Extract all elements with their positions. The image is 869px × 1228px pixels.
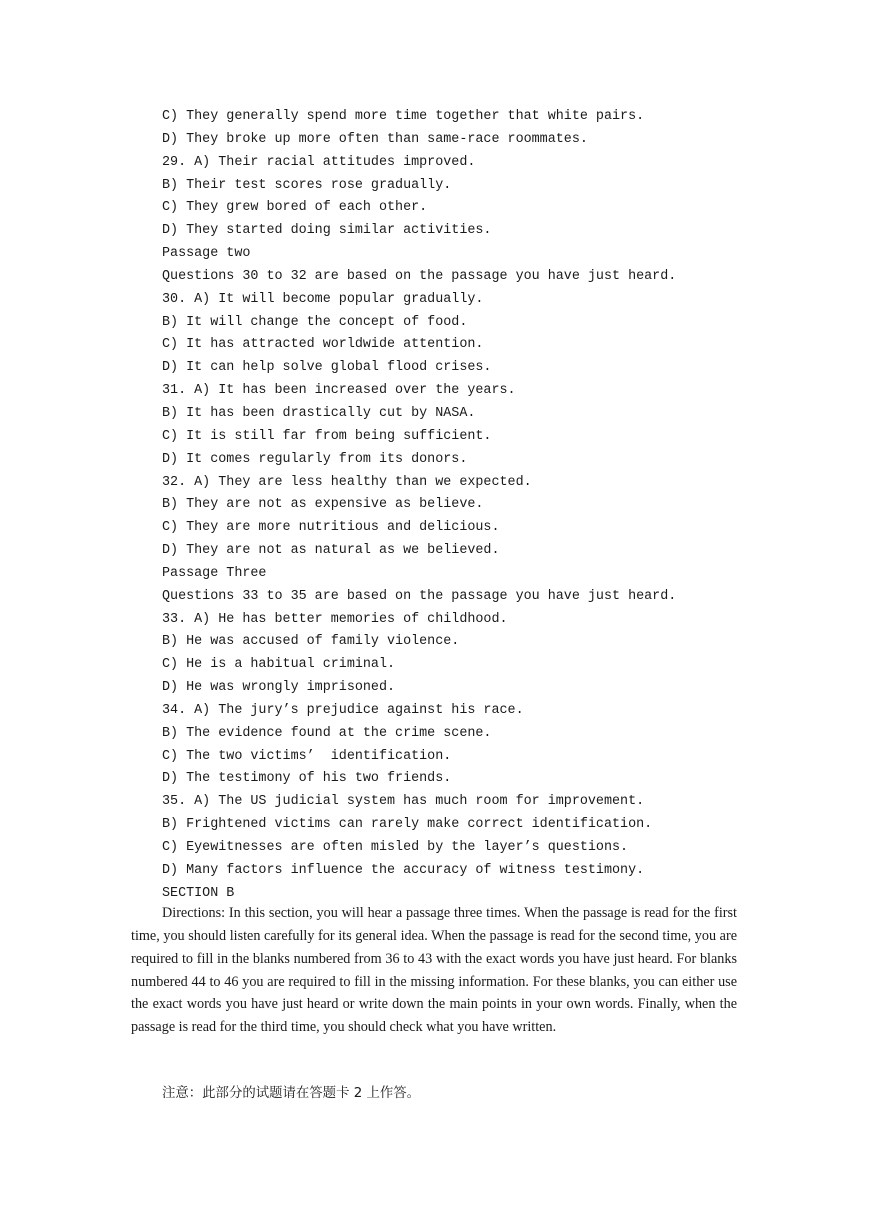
option-line: B) They are not as expensive as believe. <box>162 497 484 513</box>
passage-heading: Passage two <box>162 246 251 262</box>
answer-sheet-note: 注意：此部分的试题请在答题卡 2 上作答。 <box>162 1086 421 1101</box>
option-line: C) They generally spend more time together that white pairs. <box>162 109 645 124</box>
option-line: C) They are more nutritious and delicious. <box>162 520 500 536</box>
option-line: B) He was accused of family violence. <box>162 634 460 650</box>
option-line: D) He was wrongly imprisoned. <box>162 680 396 696</box>
option-line: C) The two victims’ identification. <box>162 748 452 764</box>
option-line: B) Their test scores rose gradually. <box>162 177 452 193</box>
option-line: D) It can help solve global flood crises. <box>162 360 492 376</box>
option-line: D) They broke up more often than same-race roommates. <box>162 131 588 147</box>
question-line: 34. A) The jury’s prejudice against his race. <box>162 702 524 718</box>
option-line: D) Many factors influence the accuracy of witness testimony. <box>162 862 645 878</box>
passage-heading: Passage Three <box>162 565 267 581</box>
option-line: C) It has attracted worldwide attention. <box>162 337 484 353</box>
question-line: 30. A) It will become popular gradually. <box>162 291 484 307</box>
option-line: D) They started doing similar activities. <box>162 223 492 239</box>
option-line: C) It is still far from being sufficient. <box>162 428 492 444</box>
option-line: D) They are not as natural as we believed. <box>162 543 500 559</box>
directions-paragraph: Directions: In this section, you will hear a passage three times. When the passage is read for the first time, you should listen carefully for its general idea. When the passage is read for the second time, you are required to fill in the blanks numbered from 36 to 43 with the exact words you have just heard. For blanks numbered 44 to 46 you are required to fill in the missing information. For these blanks, you can either use the exact words you have just heard or write down the main points in your own words. Finally, when the passage is read for the third time, you should check what you have written. <box>131 905 737 1036</box>
option-line: C) Eyewitnesses are often misled by the layer’s questions. <box>162 840 629 855</box>
question-line: 33. A) He has better memories of childhood. <box>162 611 508 627</box>
option-line: D) The testimony of his two friends. <box>162 771 452 787</box>
question-list <box>162 106 782 906</box>
option-line: B) The evidence found at the crime scene. <box>162 725 492 741</box>
question-line: 29. A) Their racial attitudes improved. <box>162 154 476 170</box>
passage-instruction: Questions 33 to 35 are based on the passage you have just heard. <box>162 588 677 604</box>
section-heading: SECTION B <box>162 885 235 901</box>
question-line: 32. A) They are less healthy than we expected. <box>162 474 532 490</box>
question-line: 35. A) The US judicial system has much room for improvement. <box>162 794 645 810</box>
option-line: B) It will change the concept of food. <box>162 314 468 330</box>
option-line: D) It comes regularly from its donors. <box>162 451 468 467</box>
option-line: B) It has been drastically cut by NASA. <box>162 405 476 421</box>
option-line: C) He is a habitual criminal. <box>162 657 396 673</box>
question-line: 31. A) It has been increased over the years. <box>162 383 516 399</box>
option-line: C) They grew bored of each other. <box>162 200 428 216</box>
passage-instruction: Questions 30 to 32 are based on the passage you have just heard. <box>162 268 677 284</box>
option-line: B) Frightened victims can rarely make correct identification. <box>162 817 653 833</box>
